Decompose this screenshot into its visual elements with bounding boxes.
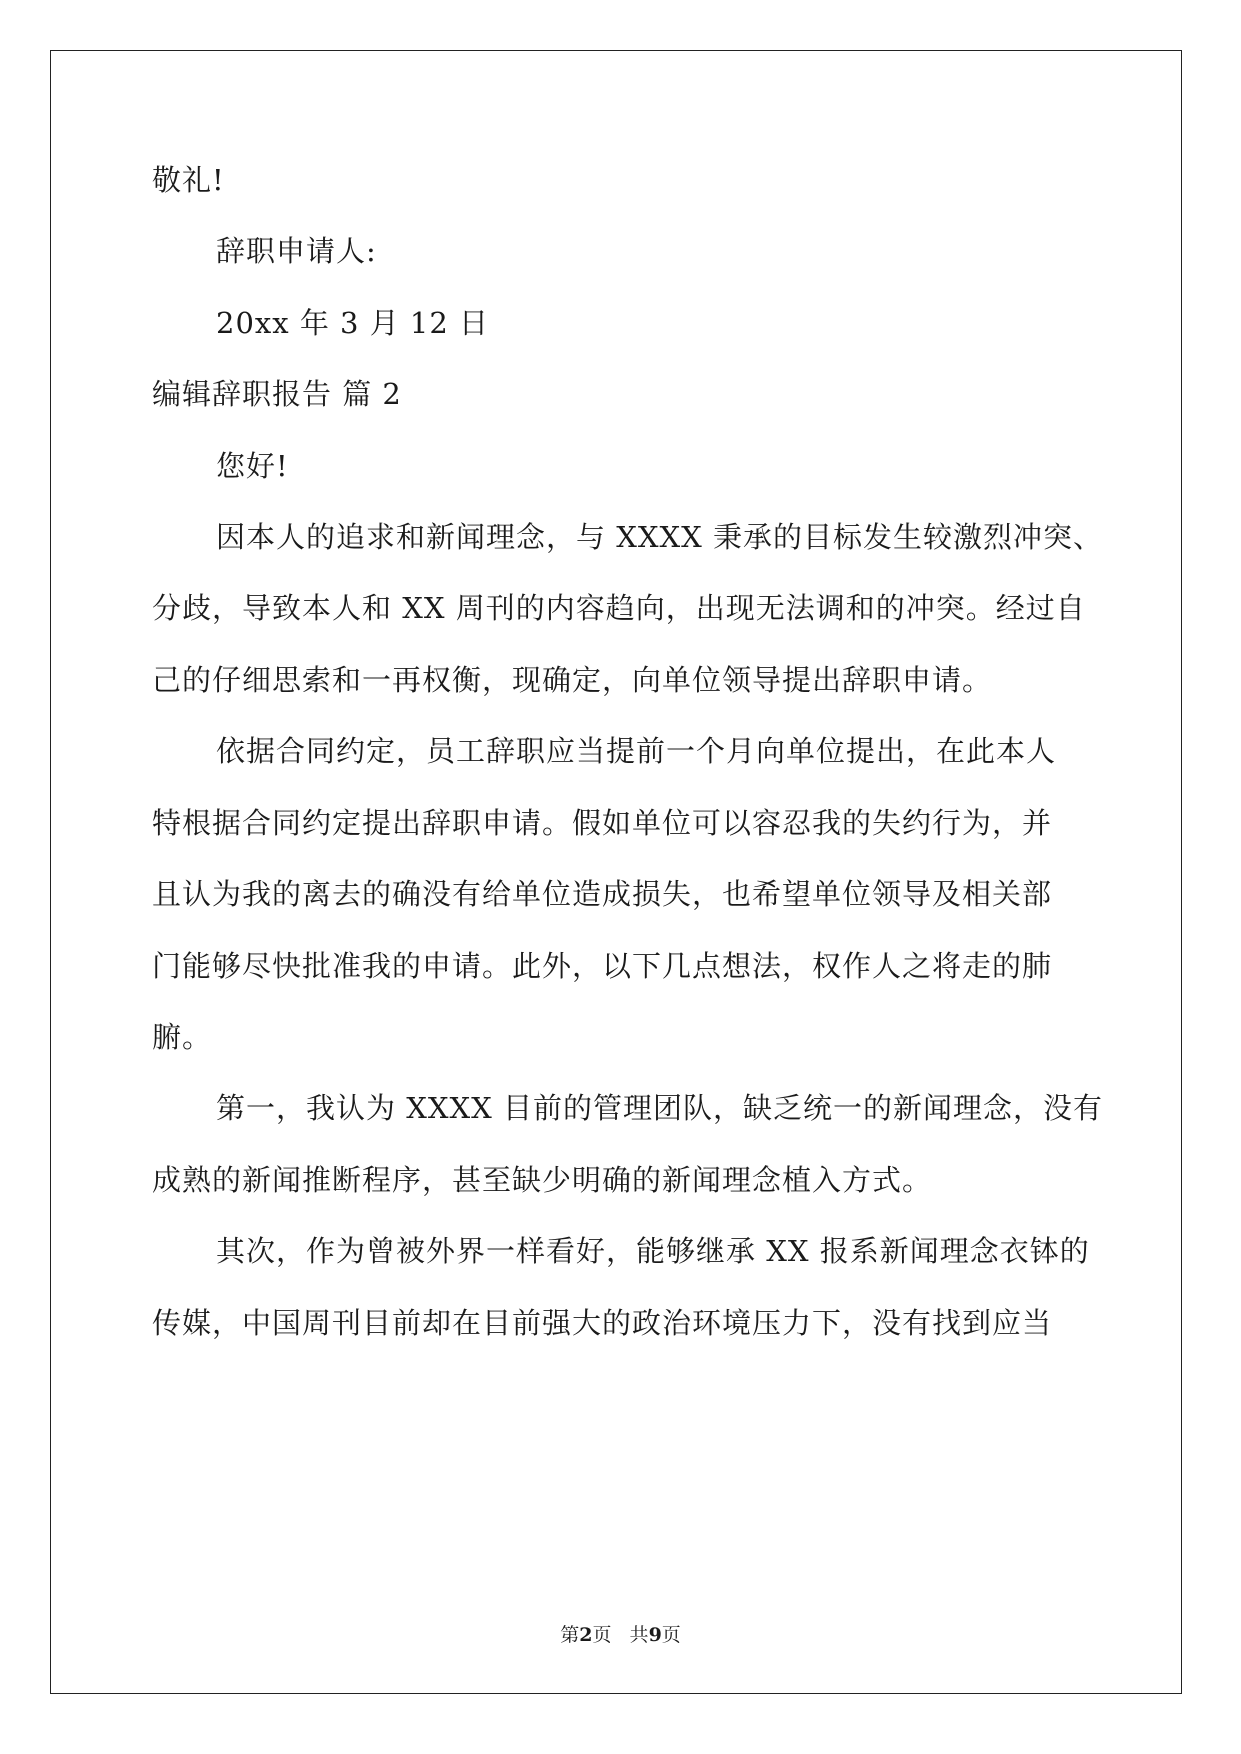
page-border: [50, 50, 1182, 1694]
greeting: 您好!: [216, 449, 289, 483]
paragraph-2-line-4: 门能够尽快批准我的申请。此外，以下几点想法，权作人之将走的肺: [152, 949, 1053, 983]
footer-prefix: 第: [560, 1624, 580, 1646]
section-heading: 编辑辞职报告 篇 2: [152, 377, 402, 411]
paragraph-2-line-5: 腑。: [152, 1020, 213, 1054]
paragraph-2-line-2: 特根据合同约定提出辞职申请。假如单位可以容忍我的失约行为，并: [152, 806, 1053, 840]
paragraph-4-line-1: 其次，作为曾被外界一样看好，能够继承 XX 报系新闻理念衣钵的: [216, 1234, 1090, 1268]
paragraph-1-line-3: 己的仔细思索和一再权衡，现确定，向单位领导提出辞职申请。: [152, 663, 993, 697]
page-footer: [0, 1620, 1241, 1647]
paragraph-2-line-1: 依据合同约定，员工辞职应当提前一个月向单位提出，在此本人: [216, 734, 1057, 768]
signature-date: 20xx 年 3 月 12 日: [216, 306, 490, 340]
paragraph-4-line-2: 传媒，中国周刊目前却在目前强大的政治环境压力下，没有找到应当: [152, 1306, 1053, 1340]
paragraph-3-line-2: 成熟的新闻推断程序，甚至缺少明确的新闻理念植入方式。: [152, 1163, 933, 1197]
footer-suffix: 页: [661, 1624, 681, 1646]
footer-middle: 页 共: [592, 1624, 649, 1646]
signature-label: 辞职申请人:: [216, 234, 377, 268]
paragraph-1-line-1: 因本人的追求和新闻理念，与 XXXX 秉承的目标发生较激烈冲突、: [216, 520, 1104, 554]
closing-salutation: 敬礼!: [152, 163, 225, 197]
footer-total-pages: 9: [648, 1624, 662, 1646]
paragraph-3-line-1: 第一，我认为 XXXX 目前的管理团队，缺乏统一的新闻理念，没有: [216, 1091, 1104, 1125]
paragraph-1-line-2: 分歧，导致本人和 XX 周刊的内容趋向，出现无法调和的冲突。经过自: [152, 591, 1086, 625]
footer-current-page: 2: [579, 1624, 593, 1646]
paragraph-2-line-3: 且认为我的离去的确没有给单位造成损失，也希望单位领导及相关部: [152, 877, 1053, 911]
